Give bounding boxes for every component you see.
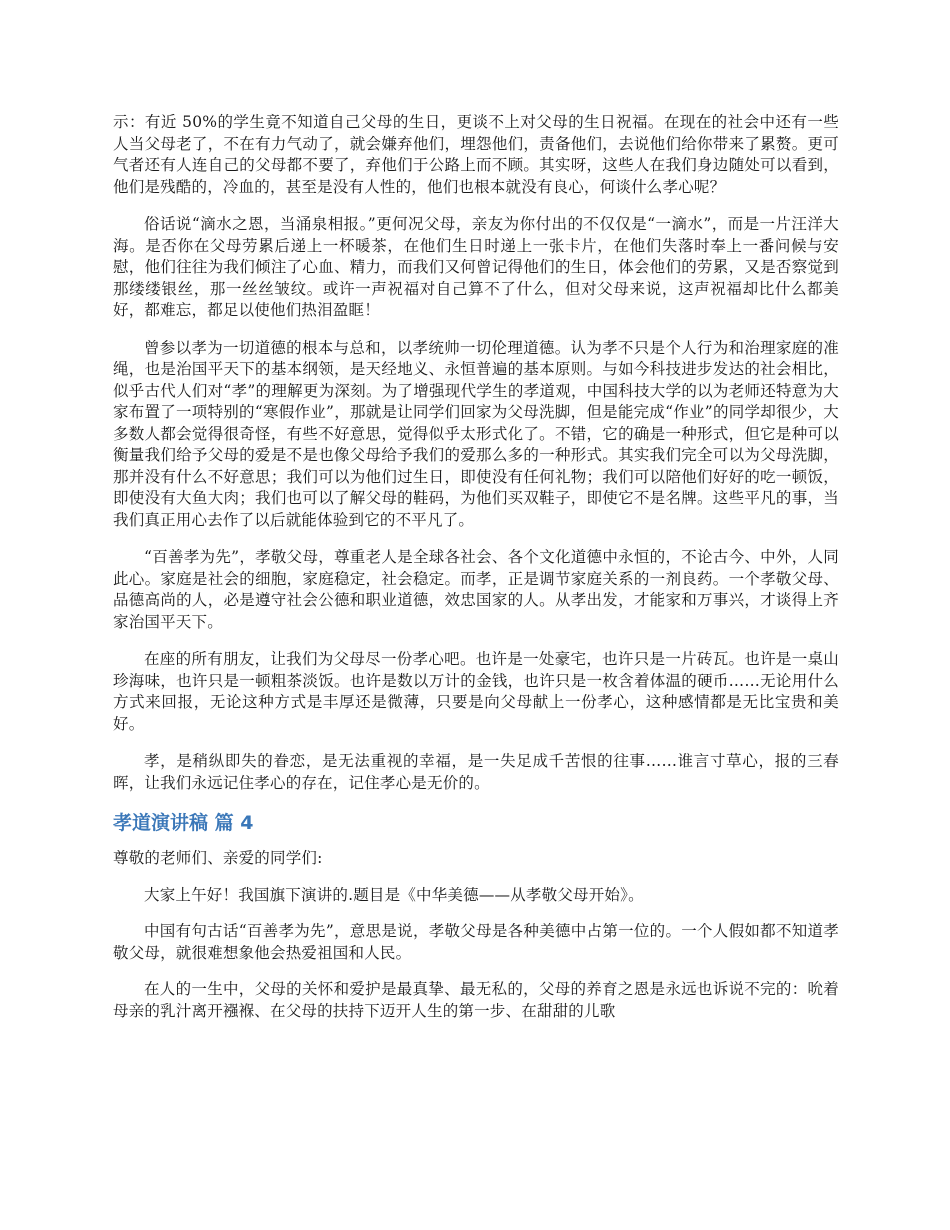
paragraph-saying: 中国有句古话“百善孝为先”，意思是说，孝敬父母是各种美德中占第一位的。一个人假如都不知道孝敬父母，就很难想象他会热爱祖国和人民。 xyxy=(113,922,839,962)
section-heading: 孝道演讲稿 篇 4 xyxy=(113,812,254,834)
document-page xyxy=(113,112,839,1037)
paragraph-appeal: 在座的所有朋友，让我们为父母尽一份孝心吧。也许是一处豪宅，也许只是一片砖瓦。也许是一桌山珍海味，也许只是一顿粗茶淡饭。也许是数以万计的金钱，也许只是一枚含着体温的硬币……无论用什么方式来回报，无论这种方式是丰厚还是微薄，只要是向父母献上一份孝心，这种感情都是无比宝贵和美好。 xyxy=(113,650,839,733)
salutation: 尊敬的老师们、亲爱的同学们: xyxy=(113,849,323,867)
paragraph-greeting: 大家上午好！我国旗下演讲的.题目是《中华美德——从孝敬父母开始》。 xyxy=(144,885,644,904)
paragraph-baishan: “百善孝为先”，孝敬父母，尊重老人是全球各社会、各个文化道德中永恒的，不论古今、中外，人同此心。家庭是社会的细胞，家庭稳定，社会稳定。而孝，正是调节家庭关系的一剂良药。一个孝敬父母、品德高尚的人，必是遵守社会公德和职业道德，效忠国家的人。从孝出发，才能家和万事兴，才谈得上齐家治国平天下。 xyxy=(113,548,839,631)
paragraph-closing: 孝，是稍纵即失的眷恋，是无法重视的幸福，是一失足成千苦恨的往事……谁言寸草心，报的三春晖，让我们永远记住孝心的存在，记住孝心是无价的。 xyxy=(113,752,839,792)
paragraph-proverb: 俗话说“滴水之恩，当涌泉相报。”更何况父母，亲友为你付出的不仅仅是“一滴水”，而是一片汪洋大海。是否你在父母劳累后递上一杯暖茶，在他们生日时递上一张卡片，在他们失落时奉上一番问候与安慰，他们往往为我们倾注了心血、精力，而我们又何曾记得他们的生日，体会他们的劳累，又是否察觉到那缕缕银丝，那一丝丝皱纹。或许一声祝福对自己算不了什么，但对父母来说，这声祝福却比什么都美好，都难忘，都足以使他们热泪盈眶！ xyxy=(113,215,839,319)
paragraph-zengshen: 曾参以孝为一切道德的根本与总和，以孝统帅一切伦理道德。认为孝不只是个人行为和治理家庭的准绳，也是治国平天下的基本纲领，是天经地义、永恒普遍的基本原则。与如今科技进步发达的社会相比，似乎古代人们对“孝”的理解更为深刻。为了增强现代学生的孝道观，中国科技大学的以为老师还特意为大家布置了一项特别的“寒假作业”，那就是让同学们回家为父母洗脚，但是能完成“作业”的同学却很少，大多数人都会觉得很奇怪，有些不好意思，觉得似乎太形式化了。不错，它的确是一种形式，但它是种可以衡量我们给予父母的爱是不是也像父母给予我们的爱那么多的一种形式。其实我们完全可以为父母洗脚，那并没有什么不好意思；我们可以为他们过生日，即使没有任何礼物；我们可以陪他们好好的吃一顿饭，即使没有大鱼大肉；我们也可以了解父母的鞋码，为他们买双鞋子，即使它不是名牌。这些平凡的事，当我们真正用心去作了以后就能体验到它的不平凡了。 xyxy=(113,338,839,529)
paragraph-parents-care: 在人的一生中，父母的关怀和爱护是最真挚、最无私的，父母的养育之恩是永远也诉说不完的：吮着母亲的乳汁离开襁褓、在父母的扶持下迈开人生的第一步、在甜甜的儿歌 xyxy=(113,980,839,1020)
paragraph-intro-continuation: 示：有近 50%的学生竟不知道自己父母的生日，更谈不上对父母的生日祝福。在现在的社会中还有一些人当父母老了，不在有力气动了，就会嫌弃他们，埋怨他们，责备他们，去说他们给你带来了累赘。更可气者还有人连自己的父母都不要了，弃他们于公路上而不顾。其实呀，这些人在我们身边随处可以看到，他们是残酷的，冷血的，甚至是没有人性的，他们也根本就没有良心，何谈什么孝心呢？ xyxy=(113,113,839,196)
